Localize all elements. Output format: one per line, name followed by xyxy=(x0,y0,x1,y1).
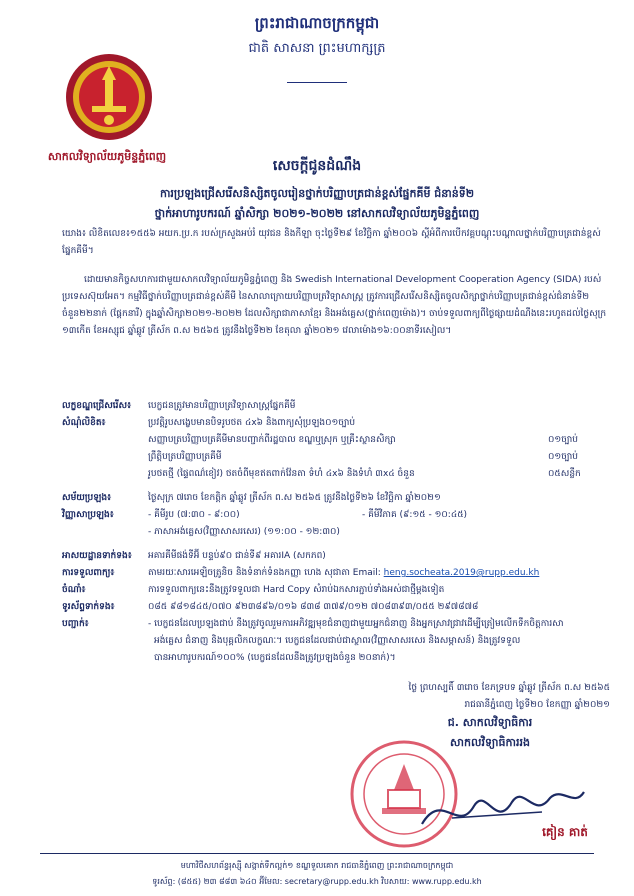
document-count: ០១ច្បាប់ xyxy=(548,435,579,445)
solar-date: រាជធានីភ្នំពេញ ថ្ងៃទី២០ ខែកញ្ញា ឆ្នាំ២០២១ xyxy=(464,700,610,710)
contact-prefix: តាមរយៈសារអេឡិចត្រូនិច និងទំនាក់ទំនងកញ្ញា ហេង សុជាតា Email: xyxy=(148,568,381,578)
contact-value xyxy=(148,565,539,582)
venue-row xyxy=(62,548,622,565)
email-link[interactable]: heng.socheata.2019@rupp.edu.kh xyxy=(383,568,540,578)
venue-value: អគារគីមីផង់ទីអ៊ី បន្ទប់៩០ ជាន់ទី៩ អគារIA (សកភព) xyxy=(148,551,326,561)
exam-date-value: ថ្ងៃសុក្រ ៧រោច ខែកត្តិក ឆ្នាំឆ្លូវ ត្រីស័ក ព.ស ២៥៦៥ ត្រូវនឹងថ្ងៃទី២៦ ខែវិច្ឆិកា ឆ្នាំ២០២១ xyxy=(148,493,441,503)
qualification-label: លក្ខខណ្ឌជ្រើសរើស៖ xyxy=(62,401,132,411)
exam-subject-row xyxy=(62,524,622,541)
exam-subject: - គីមីរូប (៧:៣០ - ៩:០០) xyxy=(148,510,240,520)
national-motto: ជាតិ សាសនា ព្រះមហាក្សត្រ xyxy=(248,41,386,56)
exam-subject: - គីមីវិភាគ (៩:១៥ - ១០:៤៥) xyxy=(362,510,468,520)
footer-address: មហាវិថីសហព័ន្ធរុស្ស៊ី សង្កាត់ទឹកល្អក់១ ខណ្ឌទួលគោក រាជធានីភ្នំពេញ ព្រះរាជាណាចក្រកម្ពុជា xyxy=(180,861,454,870)
document-row xyxy=(62,449,622,466)
document-row xyxy=(62,466,622,483)
document-item: ប្រវត្តិរូបសង្ខេបមានបិទរូបថត ៤x៦ និងពាក្យសុំប្រឡង០១ច្បាប់ xyxy=(148,418,356,428)
contact-label: ការទទួលពាក្យ៖ xyxy=(62,568,115,578)
lunar-date: ថ្ងៃ ព្រហស្បតិ៍ ៣រោច ខែភទ្របទ ឆ្នាំឆ្លូវ ត្រីស័ក ព.ស ២៥៦៥ xyxy=(408,683,610,693)
phone-row xyxy=(62,599,622,616)
note-label: ចំណាំ៖ xyxy=(62,585,86,595)
documents-row xyxy=(62,415,622,432)
footer-divider xyxy=(40,853,594,854)
note-row xyxy=(62,582,622,599)
signatory-subtitle: សាកលវិទ្យាធិការរង xyxy=(450,736,530,749)
note-value: ការទទួលពាក្យនេះនឹងត្រូវទទួលជា Hard Copy សំរាប់ឯកសារភ្ជាប់ទាំងអស់ជាថ្មីម្តងទៀត xyxy=(148,585,445,595)
document-item: ព្រឹត្តិបត្របរិញ្ញាបត្រគីមី xyxy=(148,452,222,462)
venue-label: អាសយដ្ឋានទាក់ទង៖ xyxy=(62,551,132,561)
phone-label: ទូរស័ព្ទទាក់ទង៖ xyxy=(62,602,115,612)
intro-paragraph: ដោយមានកិច្ចសហការជាមួយសាកលវិទ្យាល័យភូមិន្ទភ្នំពេញ និង Swedish International Development Cooperation Agency (SIDA) របស់ប្រទេសស៊ុយអែត។ កម្មវិធីថ្នាក់បរិញ្ញាបត្រជាន់ខ្ពស់គីមី នៃសាលាក្រោយបរិញ្ញាបត្រវិទ្យាសាស្ត្រ ត្រូវការជ្រើសរើសនិស្សិតចូលសិក្សាថ្នាក់បរិញ្ញាបត្រជាន់ខ្ពស់ជំនាន់ទី២ ចំនួន២២នាក់ (ផ្តែកនារី) ក្នុងឆ្នាំសិក្សា២០២១-២០២២ ដែលសិក្សាជាភាសាខ្មែរ និងអង់គ្លេស(ថ្នាក់ពេញម៉ោង)។ ចាប់ទទួលពាក្យពីថ្ងៃផ្សាយដំណឹងនេះរហូតដល់ថ្ងៃសុក្រ ១៣កើត ខែអស្សុជ ឆ្នាំឆ្លូវ ត្រីស័ក ព.ស ២៥៦៥ ត្រូវនឹងថ្ងៃទី២២ ខែតុលា ឆ្នាំ២០២១ វេលាម៉ោង១៦:០០នាទីរសៀល។ xyxy=(62,275,607,336)
institution-name: សាកលវិទ្យាល័យភូមិន្ទភ្នំពេញ xyxy=(47,150,167,163)
remarks-row xyxy=(62,650,622,667)
kingdom-heading: ព្រះរាជាណាចក្រកម្ពុជា xyxy=(254,14,380,32)
remarks-line: - បេក្ខជនដែលប្រឡងជាប់ នឹងត្រូវចូលរួមការអភិវឌ្ឍមុខជំនាញជាមួយអ្នកជំនាញ និងអ្នកស្រាវជ្រាវដើម្បីត្រៀមលើកទឹកចិត្តការសា xyxy=(148,619,564,629)
remarks-line: បានអាហារូបករណ៍១០០% (បេក្ខជនដែលនឹងត្រូវប្រឡងចំនួន ២០នាក់)។ xyxy=(154,653,396,663)
exam-date-row xyxy=(62,490,622,507)
contact-row xyxy=(62,565,622,582)
signatory-title: ជ. សាកលវិទ្យាធិការ xyxy=(447,716,533,729)
exam-subject: - ភាសាអង់គ្លេស(វិញ្ញាសាសរសេរ) (១១:០០ - ១២:៣០) xyxy=(148,527,340,537)
signer-name: គៀន គាត់ xyxy=(542,825,588,839)
phone-value: ០៨៥ ៩៨១៨៤៥/០៧០ ៩២៣៨៩៦/០១៦ ៨៣៨ ៣៧៩/០១២ ៧០៨៣៩៣/០៥៥ ២៩៧៨៧៨ xyxy=(148,602,479,612)
remarks-row xyxy=(62,633,622,650)
exam-subjects-label: វិញ្ញាសាប្រឡង៖ xyxy=(62,510,114,520)
remarks-line: អង់គ្លេស ជំនាញ និងបុគ្គលិកលក្ខណៈ។ បេក្ខជនដែលជាប់ជាស្ថាពរ(វិញ្ញាសាសរសេរ និងសម្ភាសន៍) និងត្រូវទទួល xyxy=(154,636,521,646)
remarks-row xyxy=(62,616,622,633)
qualification-row xyxy=(62,398,622,415)
document-count: ០១ច្បាប់ xyxy=(548,452,579,462)
documents-label: សំណុំលិខិត៖ xyxy=(62,418,106,428)
ornament-divider xyxy=(287,82,347,83)
remarks-label: បញ្ជាក់៖ xyxy=(62,619,89,629)
university-logo xyxy=(64,52,154,142)
footer-contact: ទូរស័ព្ទ: (៨៥៥) ២៣ ៨៨៣ ៦៤០ អ៊ីមែល: secretary@rupp.edu.kh វិបសាយ: www.rupp.edu.kh xyxy=(152,877,482,886)
subtitle-line: ការប្រឡងជ្រើសរើសនិស្សិតចូលរៀនថ្នាក់បរិញ្ញាបត្រជាន់ខ្ពស់ផ្នែកគីមី ជំនាន់ទី២ xyxy=(159,187,475,200)
document-item: សញ្ញាបត្របរិញ្ញាបត្រគីមីមានបញ្ជាក់ពីរដ្ឋបាល ខណ្ឌឬស្រុក ឬគ្រឹះស្ថានសិក្សា xyxy=(148,435,396,445)
exam-date-label: សម័យប្រឡង៖ xyxy=(62,493,112,503)
announcement-title: សេចក្តីជូនដំណឹង xyxy=(272,158,362,174)
document-count: ០៥សន្លឹក xyxy=(548,469,581,479)
document-item: រូបថតថ្មី (ផ្ទៃពណ៌ខៀវ) ថតចំពីមុខឥតពាក់វ៉ែនតា ទំហំ ៤x៦ និងទំហំ ៣x៤ ចំនួន xyxy=(148,469,415,479)
reference-text: យោង៖ លិខិតលេខ៖១៥៥៦ អយក.ប្រ.ក របស់ក្រសួងអប់រំ យុវជន និងកីឡា ចុះថ្ងៃទី២៩ ខែវិច្ឆិកា ឆ្នាំ២០០៦ ស្តីអំពីការបើកវគ្គបណ្តុះបណ្តាលថ្នាក់បរិញ្ញាបត្រជាន់ខ្ពស់ផ្នែកគីមី។ xyxy=(62,229,601,256)
subtitle-line: ថ្នាក់អាហារូបករណ៍ ឆ្នាំសិក្សា ២០២១-២០២២ នៅសាកលវិទ្យាល័យភូមិន្ទភ្នំពេញ xyxy=(154,207,480,220)
exam-subjects-row xyxy=(62,507,622,524)
announcement-subtitle xyxy=(0,184,634,224)
qualification-value: បេក្ខជនត្រូវមានបរិញ្ញាបត្រវិទ្យាសាស្ត្រផ្នែកគីមី xyxy=(148,401,296,411)
document-row xyxy=(62,432,622,449)
